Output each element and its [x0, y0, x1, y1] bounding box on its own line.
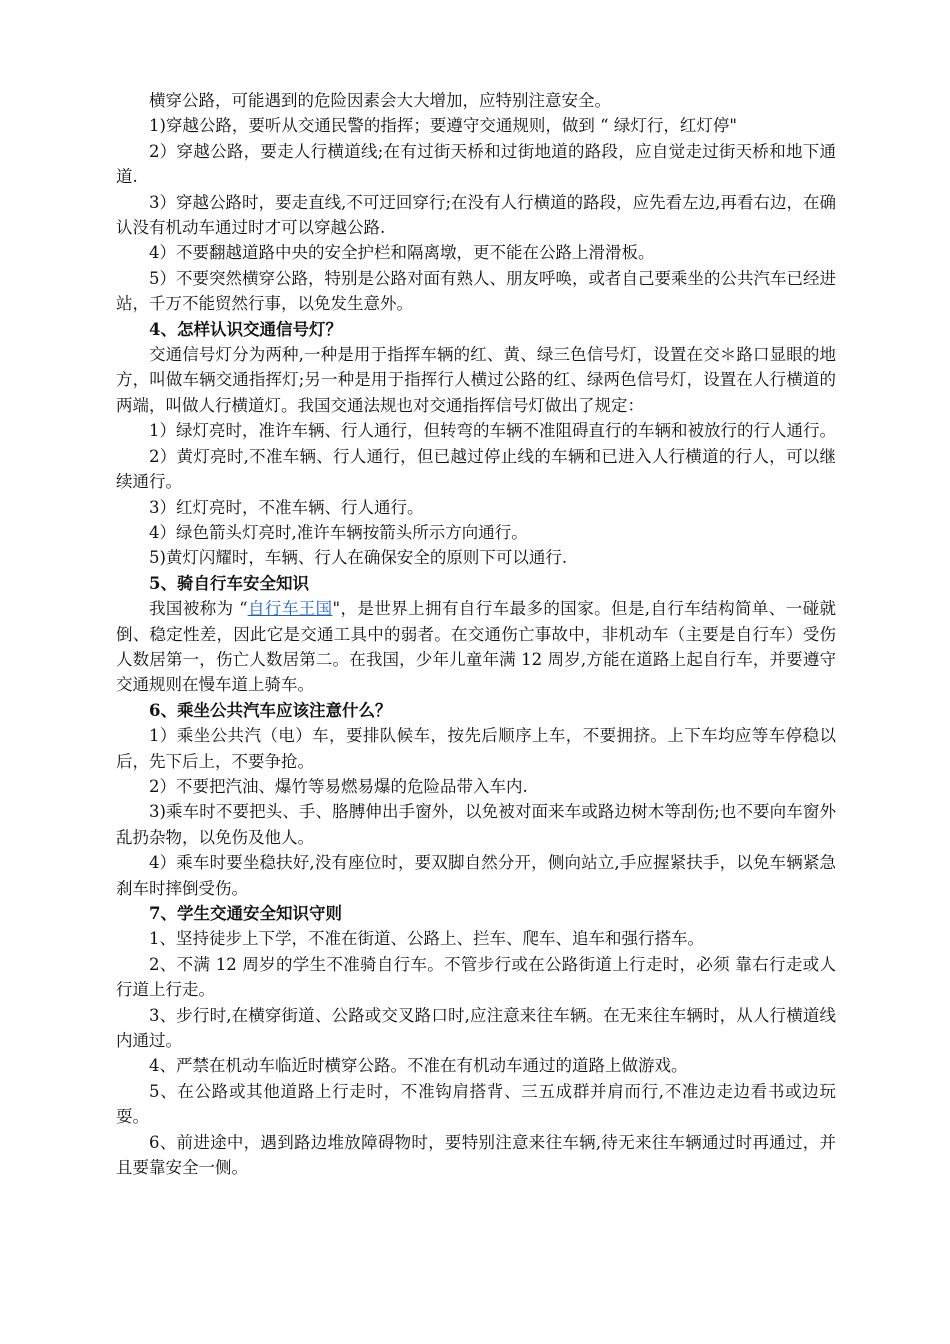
paragraph: 2、不满 12 周岁的学生不准骑自行车。不管步行或在公路街道上行走时，必须 靠右行走或人行道上行走。 — [116, 954, 836, 1000]
paragraph: 3）红灯亮时，不准车辆、行人通行。 — [149, 497, 424, 517]
paragraph: 1）乘坐公共汽（电）车，要排队候车，按先后顺序上车，不要拥挤。上下车均应等车停稳以后，先下后上，不要争抢。 — [116, 726, 836, 771]
link-prefix-text: 我国被称为 “ — [149, 599, 248, 619]
paragraph: 4）绿色箭头灯亮时,准许车辆按箭头所示方向通行。 — [149, 522, 528, 542]
paragraph: 2）黄灯亮时,不准车辆、行人通行，但已越过停止线的车辆和已进入人行横道的行人，可以继续通行。 — [116, 446, 836, 492]
paragraph: 横穿公路，可能遇到的危险因素会大大增加，应特别注意安全。 — [149, 91, 611, 110]
section-heading: 7、学生交通安全知识守则 — [149, 904, 342, 923]
section-heading: 5、骑自行车安全知识 — [149, 573, 309, 593]
paragraph: 4）乘车时要坐稳扶好,没有座位时，要双脚自然分开，侧向站立,手应握紧扶手，以免车辆紧急刹车时摔倒受伤。 — [116, 853, 836, 898]
paragraph: 2）穿越公路，要走人行横道线;在有过街天桥和过街地道的路段，应自觉走过街天桥和地下通道. — [116, 141, 836, 187]
section-heading: 4、怎样认识交通信号灯？ — [149, 319, 342, 339]
paragraph: 3)乘车时不要把头、手、胳膊伸出手窗外，以免被对面来车或路边树木等刮伤;也不要向车窗外乱扔杂物，以免伤及他人。 — [116, 802, 836, 847]
paragraph: 1、坚持徒步上下学，不准在街道、公路上、拦车、爬车、追车和强行搭车。 — [149, 929, 704, 949]
paragraph: 1)穿越公路，要听从交通民警的指挥；要遵守交通规则，做到 “ 绿灯行，红灯停" — [149, 116, 737, 136]
paragraph: 5、在公路或其他道路上行走时，不准钩肩搭背、三五成群并肩而行,不准边走边看书或边玩耍。 — [116, 1081, 836, 1127]
link-suffix-text: "，是世界上拥有自行车最多的国家。但是,自行车结构简单、一碰就倒、稳定性差，因此它是交通工具中的弱者。在交通伤亡事故中，非机动车（主要是自行车）受伤人数居第一，伤亡人数居第二。在我国，少年儿童年满 12 周岁,方能在道路上起自行车，并要遵守交通规则在慢车道上骑车。 — [116, 599, 837, 695]
paragraph: 5）不要突然横穿公路，特别是公路对面有熟人、朋友呼唤，或者自己要乘坐的公共汽车已经进站，千万不能贸然行事，以免发生意外。 — [116, 268, 836, 314]
bicycle-kingdom-link[interactable]: 自行车王国 — [247, 599, 333, 619]
paragraph: 交通信号灯分为两种,一种是用于指挥车辆的红、黄、绿三色信号灯，设置在交＊路口显眼的地方，叫做车辆交通指挥灯;另一种是用于指挥行人横过公路的红、绿两色信号灯，设置在人行横道的两端，叫做人行横道灯。我国交通法规也对交通指挥信号灯做出了规定： — [116, 345, 836, 415]
paragraph: 2）不要把汽油、爆竹等易燃易爆的危险品带入车内. — [149, 776, 528, 796]
paragraph: 6、前进途中，遇到路边堆放障碍物时，要特别注意来往车辆,待无来往车辆通过时再通过，并且要靠安全一侧。 — [116, 1132, 836, 1178]
document-page — [116, 88, 836, 1180]
section-heading: 6、乘坐公共汽车应该注意什么？ — [149, 700, 392, 720]
paragraph: 3）穿越公路时，要走直线,不可迂回穿行;在没有人行横道的路段，应先看左边,再看右边，在确认没有机动车通过时才可以穿越公路. — [116, 192, 836, 238]
paragraph: 1）绿灯亮时，准许车辆、行人通行，但转弯的车辆不准阻碍直行的车辆和被放行的行人通行。 — [149, 421, 836, 441]
paragraph: 3、步行时,在横穿街道、公路或交叉路口时,应注意来往车辆。在无来往车辆时，从人行横道线内通过。 — [116, 1005, 836, 1051]
paragraph-with-link — [116, 596, 836, 698]
paragraph: 4、严禁在机动车临近时横穿公路。不准在有机动车通过的道路上做游戏。 — [149, 1056, 688, 1076]
paragraph: 4）不要翻越道路中央的安全护栏和隔离墩，更不能在公路上滑滑板。 — [149, 243, 655, 263]
paragraph: 5)黄灯闪耀时，车辆、行人在确保安全的原则下可以通行. — [149, 548, 568, 568]
